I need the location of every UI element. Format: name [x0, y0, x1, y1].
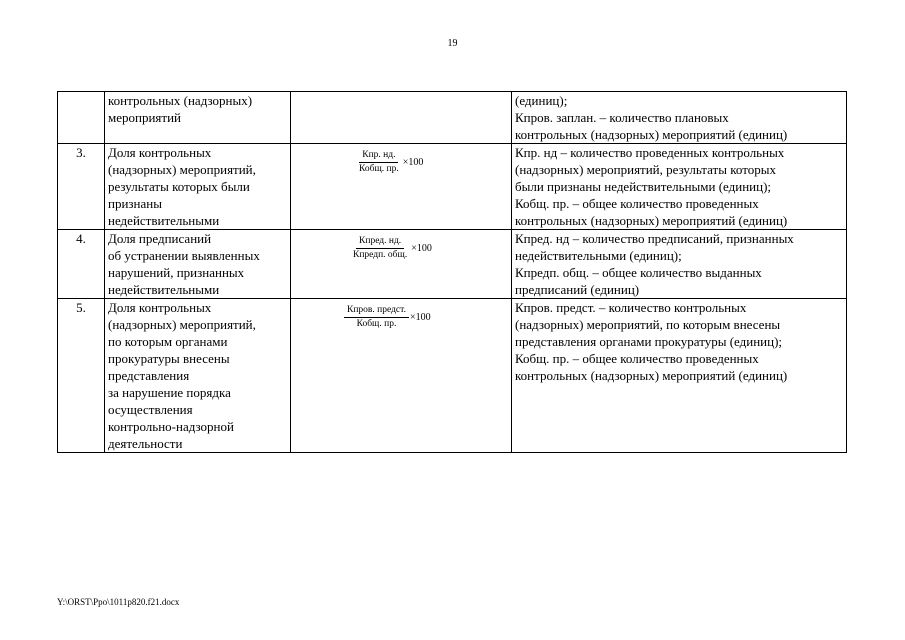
formula-description: (единиц); Кпров. заплан. – количество плановых контрольных (надзорных) мероприятий (единиц)	[512, 92, 847, 144]
table-row	[58, 144, 847, 230]
indicator-name: Доля контрольных (надзорных) мероприятий, по которым органами прокуратуры внесены представления за нарушение порядка осуществления контрольно-надзорной деятельности	[105, 299, 291, 453]
formula-multiplier: ×100	[402, 157, 424, 168]
formula-description: Кпр. нд – количество проведенных контрольных (надзорных) мероприятий, результаты которых были признаны недействительными (единиц); Кобщ. пр. – общее количество проведенных контрольных (надзорных) мероприятий (единиц)	[512, 144, 847, 230]
page-number: 19	[447, 38, 458, 49]
indicator-name: контрольных (надзорных) мероприятий	[105, 92, 291, 144]
row-number: 5.	[58, 299, 105, 453]
table-row	[58, 92, 847, 144]
formula-numerator: Кпров. предст.	[344, 305, 409, 318]
formula	[356, 150, 423, 175]
indicator-name: Доля предписаний об устранении выявленных нарушений, признанных недействительными	[105, 230, 291, 299]
formula-denominator: Кобщ. пр.	[356, 319, 397, 329]
formula-cell	[291, 144, 512, 230]
formula	[350, 236, 432, 261]
row-number	[58, 92, 105, 144]
indicator-name: Доля контрольных (надзорных) мероприятий, результаты которых были признаны недействительными	[105, 144, 291, 230]
row-number: 3.	[58, 144, 105, 230]
formula-denominator: Кпредп. общ.	[353, 250, 408, 260]
table-row	[58, 299, 847, 453]
table-row	[58, 230, 847, 299]
formula-description: Кпров. предст. – количество контрольных (надзорных) мероприятий, по которым внесены представления органами прокуратуры (единиц); Кобщ. пр. – общее количество проведенных контрольных (надзорных) мероприятий (единиц)	[512, 299, 847, 453]
file-path-footer: Y:\ORST\Ppo\1011p820.f21.docx	[57, 597, 180, 607]
formula-cell	[291, 230, 512, 299]
formula-cell	[291, 92, 512, 144]
formula-multiplier: ×100	[409, 312, 431, 323]
formula-denominator: Кобщ. пр.	[359, 164, 399, 174]
formula-numerator: Кпред. нд.	[356, 236, 404, 249]
row-number: 4.	[58, 230, 105, 299]
formula-numerator: Кпр. нд.	[359, 150, 398, 163]
formula-cell	[291, 299, 512, 453]
formula-description: Кпред. нд – количество предписаний, признанных недействительными (единиц); Кпредп. общ. – общее количество выданных предписаний (единиц)	[512, 230, 847, 299]
indicators-table	[57, 91, 847, 453]
formula-multiplier: ×100	[411, 243, 432, 254]
formula	[344, 305, 431, 330]
